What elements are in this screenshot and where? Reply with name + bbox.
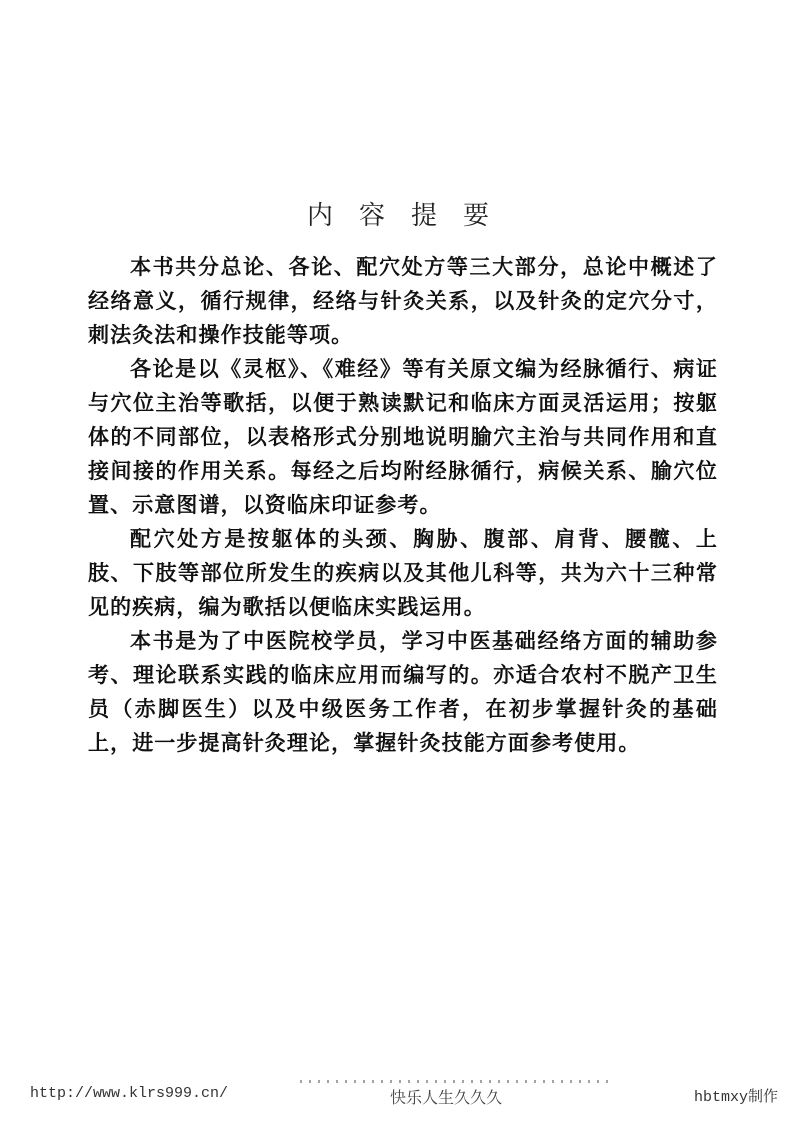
scan-artifact [300,1080,610,1083]
paragraph-prescriptions: 配穴处方是按躯体的头颈、胸胁、腹部、肩背、腰髋、上肢、下肢等部位所发生的疾病以及其他儿科等，共为六十三种常见的疾病，编为歌括以便临床实践运用。 [88,526,718,619]
paragraph-audience: 本书是为了中医院校学员，学习中医基础经络方面的辅助参考、理论联系实践的临床应用而编写的。亦适合农村不脱产卫生员（赤脚医生）以及中级医务工作者，在初步掌握针灸的基础上，进一步提高针灸理论，掌握针灸技能方面参考使用。 [88,628,718,755]
paragraph-overview: 本书共分总论、各论、配穴处方等三大部分，总论中概述了经络意义，循行规律，经络与针灸关系，以及针灸的定穴分寸，刺法灸法和操作技能等项。 [88,254,718,347]
footer-site-name: 快乐人生久久久 [390,1088,503,1107]
paragraph-sections: 各论是以《灵枢》、《难经》等有关原文编为经脉循行、病证与穴位主治等歌括，以便于熟读默记和临床方面灵活运用；按躯体的不同部位，以表格形式分别地说明腧穴主治与共同作用和直接间接的作用关系。每经之后均附经脉循行，病候关系、腧穴位置、示意图谱，以资临床印证参考。 [88,356,718,517]
page-footer [0,1085,808,1109]
footer-url: http://www.klrs999.cn/ [30,1085,229,1102]
footer-credit: hbtmxy制作 [693,1089,778,1106]
document-body [88,250,718,760]
page-title: 内容提要 [306,201,515,232]
